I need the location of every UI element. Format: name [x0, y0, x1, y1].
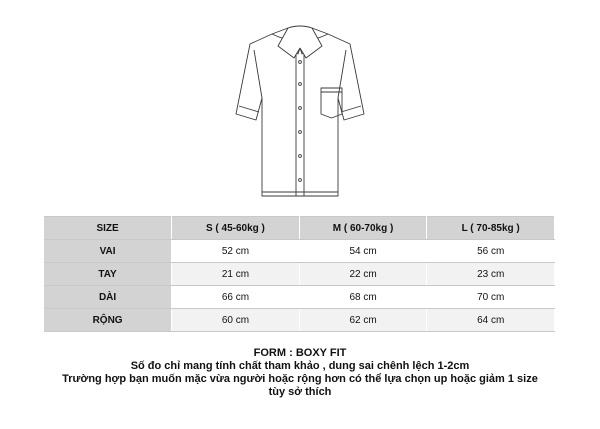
table-cell: 68 cm [299, 286, 427, 309]
table-row [44, 240, 555, 263]
table-cell: 64 cm [427, 309, 555, 332]
table-cell: 23 cm [427, 263, 555, 286]
table-cell: 22 cm [299, 263, 427, 286]
size-notes [0, 347, 600, 399]
table-cell: 60 cm [172, 309, 300, 332]
note-preference: tùy sở thích [268, 386, 332, 398]
note-size-advice: Trường hợp bạn muốn mặc vừa người hoặc rộng hơn có thể lựa chọn up hoặc giảm 1 size [62, 373, 538, 385]
row-label: VAI [44, 240, 172, 263]
row-label: RỘNG [44, 309, 172, 332]
table-row [44, 309, 555, 332]
form-label: FORM : BOXY FIT [253, 347, 347, 359]
shirt-illustration [232, 20, 368, 202]
table-row [44, 286, 555, 309]
table-cell: 70 cm [427, 286, 555, 309]
row-label: TAY [44, 263, 172, 286]
table-cell: 66 cm [172, 286, 300, 309]
short-sleeve-shirt-icon [232, 20, 368, 202]
table-cell: 56 cm [427, 240, 555, 263]
header-size: SIZE [44, 217, 172, 240]
table-cell: 62 cm [299, 309, 427, 332]
table-cell: 21 cm [172, 263, 300, 286]
header-size-l: L ( 70-85kg ) [427, 217, 555, 240]
header-size-m: M ( 60-70kg ) [299, 217, 427, 240]
header-size-s: S ( 45-60kg ) [172, 217, 300, 240]
size-chart-table [44, 216, 555, 332]
row-label: DÀI [44, 286, 172, 309]
table-cell: 52 cm [172, 240, 300, 263]
table-cell: 54 cm [299, 240, 427, 263]
note-tolerance: Số đo chỉ mang tính chất tham khảo , dung sai chênh lệch 1-2cm [130, 360, 470, 372]
table-row [44, 263, 555, 286]
table-header-row [44, 217, 555, 240]
